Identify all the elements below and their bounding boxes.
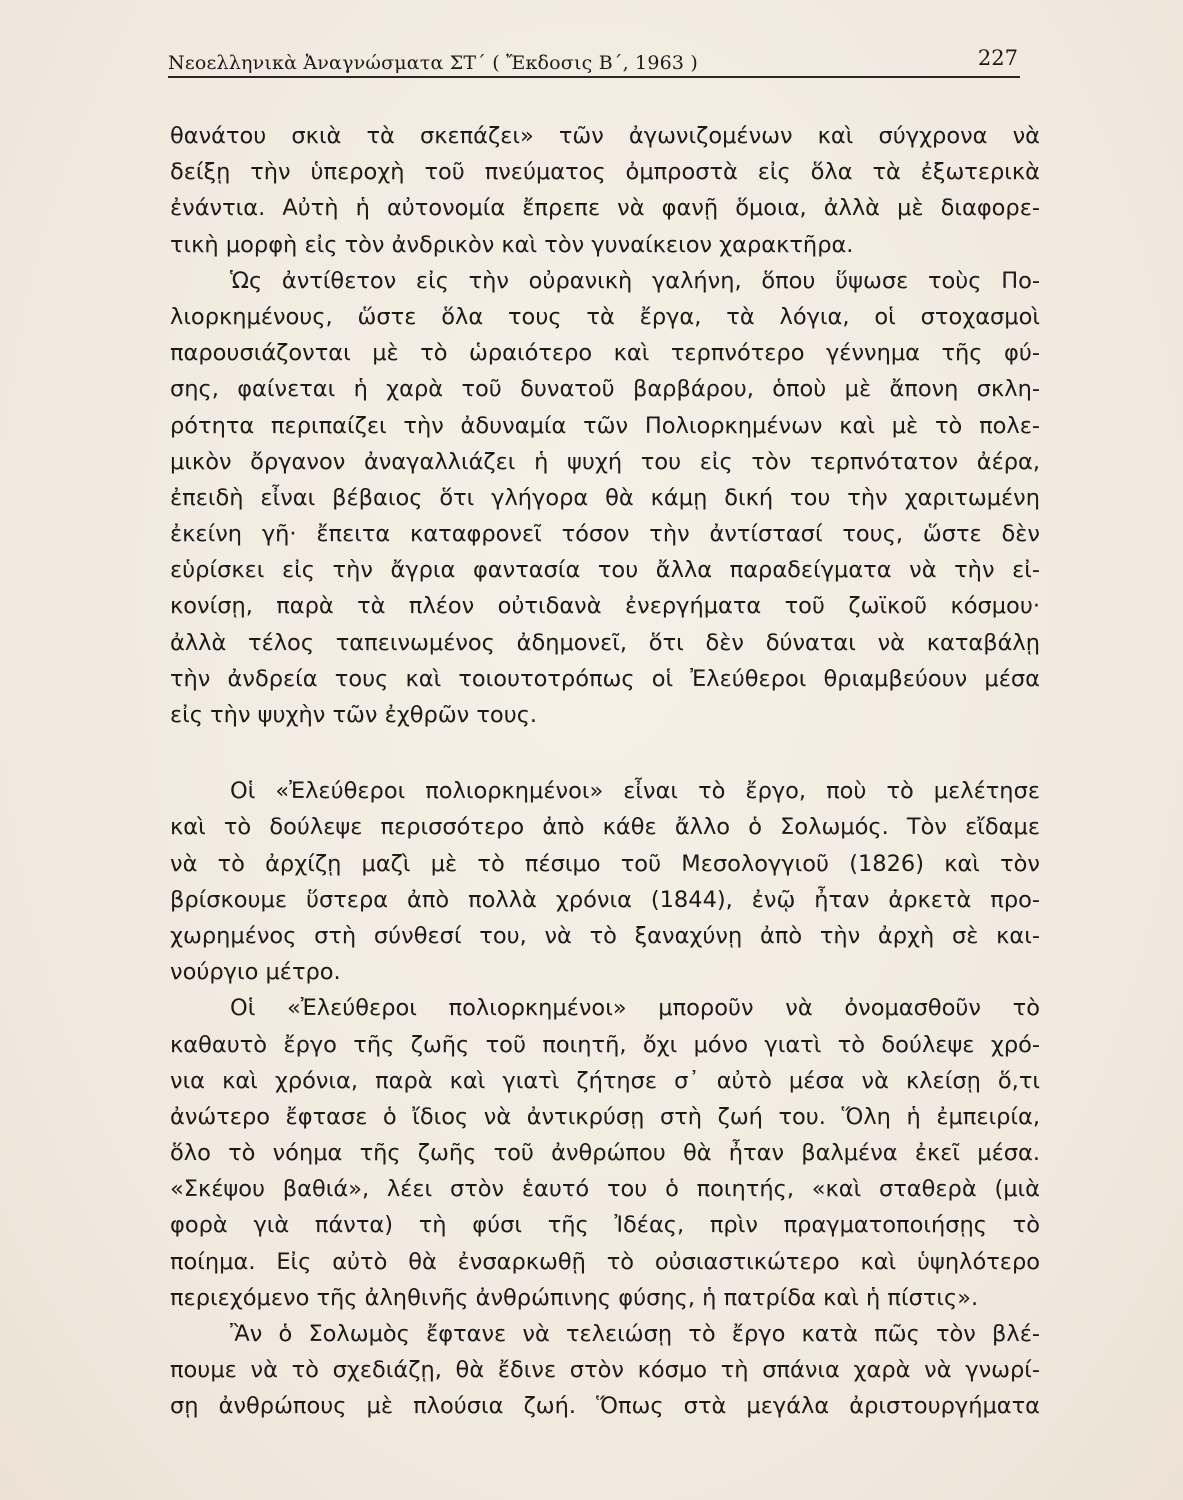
page-number: 227 <box>977 46 1018 70</box>
text-line: «Σκέψου βαθιά», λέει στὸν ἑαυτό του ὁ ποιητής, «καὶ σταθερὰ (μιὰ <box>170 1176 1040 1203</box>
text-line: νούργιο μέτρο. <box>170 959 341 986</box>
text-line: δείξῃ τὴν ὑπεροχὴ τοῦ πνεύματος ὀμπροστὰ εἰς ὅλα τὰ ἐξωτερικὰ <box>170 159 1040 186</box>
text-line: νια καὶ χρόνια, παρὰ καὶ γιατὶ ζήτησε σ᾽ αὐτὸ μέσα νὰ κλείσῃ ὅ,τι <box>170 1067 1040 1094</box>
running-head <box>168 42 1020 78</box>
text-line: παρουσιάζονται μὲ τὸ ὡραιότερο καὶ τερπνότερο γέννημα τῆς φύ- <box>170 340 1040 367</box>
text-line: νὰ τὸ ἀρχίζῃ μαζὶ μὲ τὸ πέσιμο τοῦ Μεσολογγιοῦ (1826) καὶ τὸν <box>170 850 1040 877</box>
body-text <box>170 118 1040 1425</box>
text-line: λιορκημένους, ὥστε ὅλα τους τὰ ἔργα, τὰ λόγια, οἱ στοχασμοὶ <box>170 303 1040 330</box>
text-line: τὴν ἀνδρεία τους καὶ τοιουτοτρόπως οἱ Ἐλεύθεροι θριαμβεύουν μέσα <box>170 665 1040 692</box>
text-line: περιεχόμενο τῆς ἀληθινῆς ἀνθρώπινης φύσης, ἡ πατρίδα καὶ ἡ πίστις». <box>170 1284 979 1311</box>
text-line: Ὡς ἀντίθετον εἰς τὴν οὐρανικὴ γαλήνη, ὅπου ὕψωσε τοὺς Πο- <box>230 267 1040 294</box>
text-line: ἐνάντια. Αὐτὴ ἡ αὐτονομία ἔπρεπε νὰ φανῇ ὅμοια, ἀλλὰ μὲ διαφορε- <box>170 195 1040 222</box>
text-line: σης, φαίνεται ἡ χαρὰ τοῦ δυνατοῦ βαρβάρου, ὁποὺ μὲ ἄπονη σκλη- <box>170 376 1040 403</box>
text-line: θανάτου σκιὰ τὰ σκεπάζει» τῶν ἀγωνιζομένων καὶ σύγχρονα νὰ <box>170 123 1040 149</box>
text-line: ἐκείνη γῆ· ἔπειτα καταφρονεῖ τόσον τὴν ἀντίστασί τους, ὥστε δὲν <box>170 521 1040 548</box>
text-line: κονίσῃ, παρὰ τὰ πλέον οὐτιδανὰ ἐνεργήματα τοῦ ζωϊκοῦ κόσμου· <box>170 593 1040 620</box>
text-line: πουμε νὰ τὸ σχεδιάζῃ, θὰ ἔδινε στὸν κόσμο τὴ σπάνια χαρὰ νὰ γνωρί- <box>170 1357 1040 1384</box>
text-line: ὅλο τὸ νόημα τῆς ζωῆς τοῦ ἀνθρώπου θὰ ἦταν βαλμένα ἐκεῖ μέσα. <box>170 1140 1040 1167</box>
text-line: βρίσκουμε ὕστερα ἀπὸ πολλὰ χρόνια (1844), ἐνῷ ἦταν ἀρκετὰ προ- <box>170 886 1040 913</box>
text-line: σῃ ἀνθρώπους μὲ πλούσια ζωή. Ὅπως στὰ μεγάλα ἀριστουργήματα <box>170 1393 1040 1420</box>
text-line: εἰς τὴν ψυχὴν τῶν ἐχθρῶν τους. <box>170 702 538 728</box>
header-rule <box>168 76 1020 78</box>
paragraph-gap <box>170 733 1040 773</box>
text-line: Ἂν ὁ Σολωμὸς ἔφτανε νὰ τελειώσῃ τὸ ἔργο κατὰ πῶς τὸν βλέ- <box>230 1321 1040 1347</box>
running-title: Νεοελληνικὰ Ἀναγνώσματα ΣΤ΄ ( Ἔκδοσις Β΄, 1963 ) <box>168 52 699 74</box>
text-line: χωρημένος στὴ σύνθεσί του, νὰ τὸ ξαναχύνῃ ἀπὸ τὴν ἀρχὴ σὲ και- <box>170 922 1040 949</box>
text-line: ρότητα περιπαίζει τὴν ἀδυναμία τῶν Πολιορκημένων καὶ μὲ τὸ πολε- <box>170 412 1040 439</box>
text-line: Οἱ «Ἐλεύθεροι πολιορκημένοι» εἶναι τὸ ἔργο, ποὺ τὸ μελέτησε <box>230 778 1040 805</box>
text-line: ποίημα. Εἰς αὐτὸ θὰ ἐνσαρκωθῇ τὸ οὐσιαστικώτερο καὶ ὑψηλότερο <box>170 1248 1040 1275</box>
text-line: ἀνώτερο ἔφτασε ὁ ἴδιος νὰ ἀντικρύσῃ στὴ ζωή του. Ὅλη ἡ ἐμπειρία, <box>170 1103 1040 1130</box>
text-line: φορὰ γιὰ πάντα) τὴ φύσι τῆς Ἰδέας, πρὶν πραγματοποιήσῃς τὸ <box>170 1212 1040 1239</box>
text-line: εὑρίσκει εἰς τὴν ἄγρια φαντασία του ἄλλα παραδείγματα νὰ τὴν εἰ- <box>170 557 1040 584</box>
text-line: ἐπειδὴ εἶναι βέβαιος ὅτι γλήγορα θὰ κάμῃ δική του τὴν χαριτωμένη <box>170 484 1040 511</box>
text-line: ἀλλὰ τέλος ταπεινωμένος ἀδημονεῖ, ὅτι δὲν δύναται νὰ καταβάλῃ <box>170 629 1040 656</box>
text-line: μικὸν ὄργανον ἀναγαλλιάζει ἡ ψυχή του εἰς τὸν τερπνότατον ἀέρα, <box>170 448 1040 475</box>
text-line: καθαυτὸ ἔργο τῆς ζωῆς τοῦ ποιητῆ, ὄχι μόνο γιατὶ τὸ δούλεψε χρό- <box>170 1031 1040 1058</box>
text-line: Οἱ «Ἐλεύθεροι πολιορκημένοι» μποροῦν νὰ ὀνομασθοῦν τὸ <box>230 995 1040 1022</box>
text-line: τικὴ μορφὴ εἰς τὸν ἀνδρικὸν καὶ τὸν γυναίκειον χαρακτῆρα. <box>170 231 854 258</box>
text-line: καὶ τὸ δούλεψε περισσότερο ἀπὸ κάθε ἄλλο ὁ Σολωμός. Τὸν εἴδαμε <box>170 814 1040 841</box>
